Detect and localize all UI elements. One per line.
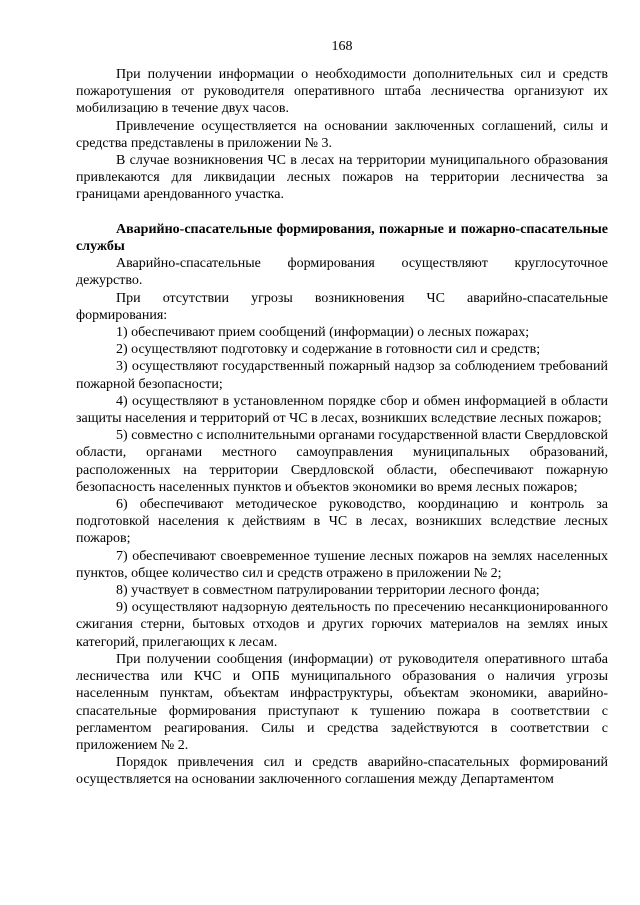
paragraph: Привлечение осуществляется на основании заключенных соглашений, силы и средства представлены в приложении № 3. <box>76 118 608 151</box>
list-item: 3) осуществляют государственный пожарный надзор за соблюдением требований пожарной безопасности; <box>76 359 608 392</box>
paragraph: При отсутствии угрозы возникновения ЧС аварийно-спасательные формирования: <box>76 290 608 323</box>
paragraph: Аварийно-спасательные формирования осуществляют круглосуточное дежурство. <box>76 256 608 289</box>
paragraph: При получении сообщения (информации) от руководителя оперативного штаба лесничества или КЧС и ОПБ муниципального образования о наличия угрозы населенным пунктам, объектам инфраструктуры, объектам экономики, аварийно-спасательные формирования приступают к тушению пожара в соответствии с регламентом реагирования. Силы и средства задействуются в соответствии с приложением № 2. <box>76 651 608 753</box>
paragraph: При получении информации о необходимости дополнительных сил и средств пожаротушения от руководителя оперативного штаба лесничества организуют их мобилизацию в течение двух часов. <box>76 67 608 117</box>
list-item: 4) осуществляют в установленном порядке сбор и обмен информацией в области защиты населения и территорий от ЧС в лесах, возникших вследствие лесных пожаров; <box>76 393 608 427</box>
paragraph: В случае возникновения ЧС в лесах на территории муниципального образования привлекаются для ликвидации лесных пожаров на территории лесничества за границами арендованного участка. <box>76 153 608 203</box>
list-item: 5) совместно с исполнительными органами государственной власти Свердловской области, органами местного самоуправления муниципальных образований, расположенных на территории Свердловской области, обеспечивают пожарную безопасность населенных пунктов и объектов экономики во время лесных пожаров; <box>76 428 608 495</box>
document-body <box>76 66 608 789</box>
list-item: 7) обеспечивают своевременное тушение лесных пожаров на землях населенных пунктов, общее количество сил и средств отражено в приложении № 2; <box>76 548 608 581</box>
list-item: 9) осуществляют надзорную деятельность по пресечению несанкционированного сжигания стерни, бытовых отходов и других горючих материалов на землях иных категорий, прилегающих к лесам. <box>76 600 608 650</box>
paragraph: Порядок привлечения сил и средств аварийно-спасательных формирований осуществляется на основании заключенного соглашения между Департаментом <box>76 755 608 788</box>
list-item: 2) осуществляют подготовку и содержание в готовности сил и средств; <box>116 342 541 358</box>
page-number: 168 <box>331 39 353 54</box>
list-item: 6) обеспечивают методическое руководство, координацию и контроль за подготовкой населения к действиям в ЧС в лесах, возникших вследствие лесных пожаров; <box>76 497 608 547</box>
list-item: 1) обеспечивают прием сообщений (информации) о лесных пожарах; <box>116 325 530 341</box>
list-item: 8) участвует в совместном патрулировании территории лесного фонда; <box>116 583 540 599</box>
section-heading: Аварийно-спасательные формирования, пожарные и пожарно-спасательные службы <box>76 221 608 255</box>
